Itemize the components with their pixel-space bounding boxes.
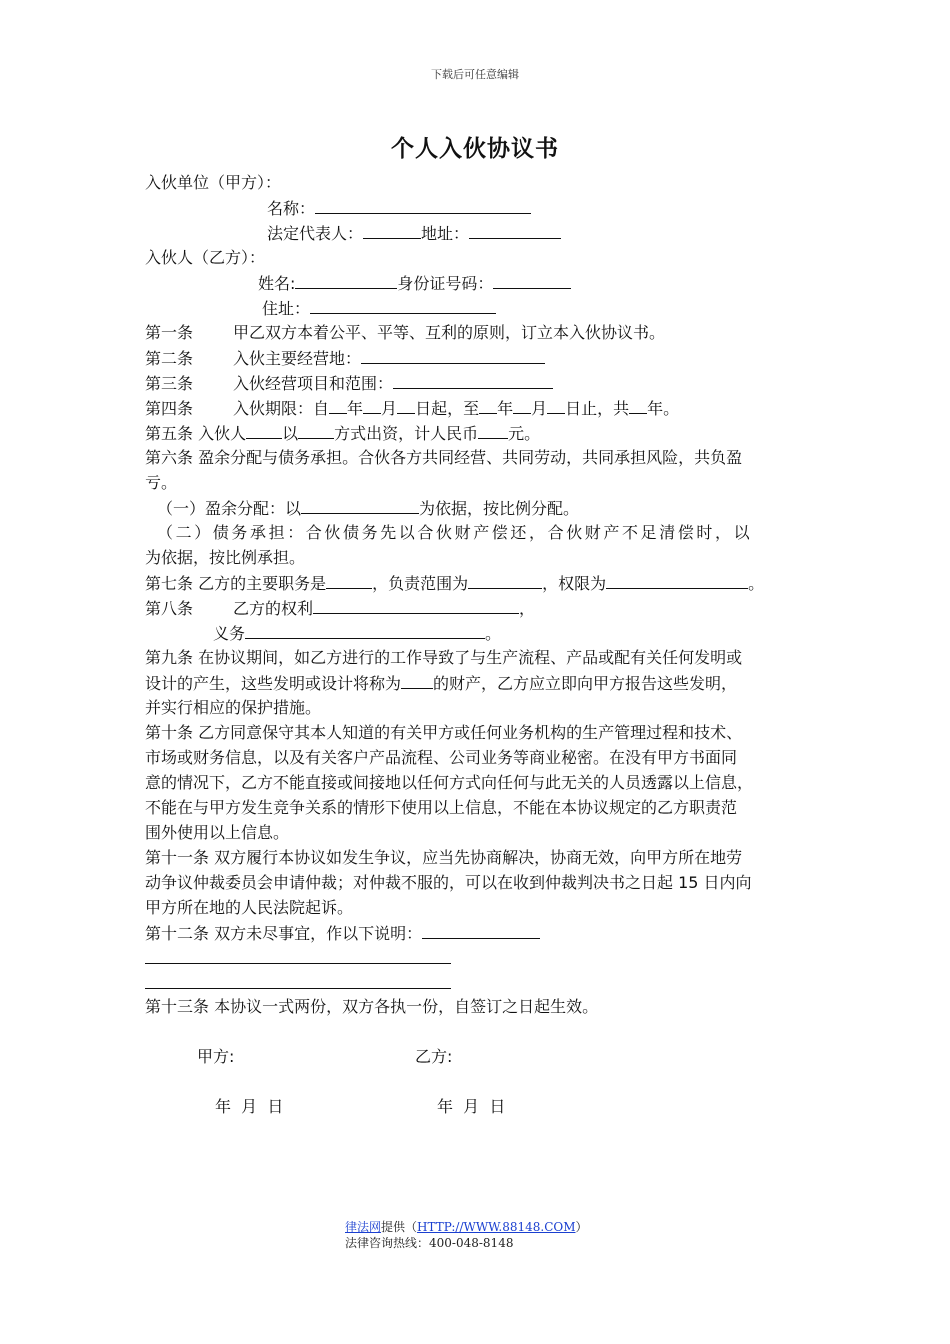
blank xyxy=(479,397,497,414)
blank xyxy=(361,347,545,364)
article-5 xyxy=(145,422,540,445)
article-7 xyxy=(145,572,764,595)
article-11-line-2: 动争议仲裁委员会申请仲裁；对仲裁不服的，可以在收到仲裁判决书之日起 15 日内向 xyxy=(145,873,752,892)
footer-text: ） xyxy=(575,1220,588,1234)
article-number: 第三条 xyxy=(145,374,194,393)
header-note: 下载后可任意编辑 xyxy=(431,68,519,81)
article-2 xyxy=(145,347,545,370)
blank xyxy=(246,422,282,439)
footer-provider xyxy=(345,1218,588,1235)
article-text: 入伙经营项目和范围： xyxy=(233,374,394,393)
blank xyxy=(401,672,433,689)
article-13: 第十三条 本协议一式两份，双方各执一份，自签订之日起生效。 xyxy=(145,997,599,1016)
article-12-blank-line-2 xyxy=(145,972,451,995)
article-6-line-2: 亏。 xyxy=(145,473,178,492)
article-text: 方式出资，计人民币 xyxy=(334,424,479,443)
footer-hotline: 法律咨询热线：400-048-8148 xyxy=(345,1236,514,1250)
article-text: 。 xyxy=(485,624,502,643)
article-text: 第五条 入伙人 xyxy=(145,424,247,443)
article-12 xyxy=(145,922,540,945)
article-text: 日起，至 xyxy=(415,399,480,418)
article-text: 甲乙双方本着公平、平等、互利的原则，订立本入伙协议书。 xyxy=(233,323,666,342)
blank xyxy=(363,222,421,239)
blank xyxy=(393,372,553,389)
article-text: 。 xyxy=(748,574,765,593)
article-number: 第一条 xyxy=(145,323,194,342)
article-text: ，负责范围为 xyxy=(372,574,469,593)
party-a-rep-label: 法定代表人： xyxy=(267,224,364,243)
article-text: 年 xyxy=(497,399,514,418)
article-text: 月 xyxy=(381,399,398,418)
article-6-line-1: 第六条 盈余分配与债务承担。合伙各方共同经营、共同劳动，共同承担风险，共负盈 xyxy=(145,448,743,467)
article-10-line-5: 围外使用以上信息。 xyxy=(145,823,290,842)
blank xyxy=(469,222,561,239)
blank xyxy=(145,947,451,964)
article-6-section-1 xyxy=(157,497,579,520)
article-number: 第四条 xyxy=(145,399,194,418)
party-a-addr-label: 地址： xyxy=(421,224,470,243)
article-3 xyxy=(145,372,553,395)
blank xyxy=(422,922,540,939)
party-a-rep-line xyxy=(267,222,561,245)
date-party-b: 年 月 日 xyxy=(437,1097,506,1116)
signature-party-a: 甲方: xyxy=(197,1047,235,1066)
article-text: 乙方的权利 xyxy=(233,599,314,618)
article-9-line-3: 并实行相应的保护措施。 xyxy=(145,698,322,717)
article-10-line-2: 市场或财务信息，以及有关客户产品流程、公司业务等商业秘密。在没有甲方书面同 xyxy=(145,748,738,767)
blank xyxy=(397,397,415,414)
article-4 xyxy=(145,397,679,420)
article-10-line-3: 意的情况下，乙方不能直接或间接地以任何方式向任何与此无关的人员透露以上信息， xyxy=(145,773,754,792)
article-8-line-2 xyxy=(213,622,501,645)
article-10-line-4: 不能在与甲方发生竞争关系的情形下使用以上信息，不能在本协议规定的乙方职责范 xyxy=(145,798,738,817)
article-text: 第十二条 双方未尽事宜，作以下说明： xyxy=(145,924,423,943)
article-11-line-1: 第十一条 双方履行本协议如发生争议，应当先协商解决，协商无效，向甲方所在地劳 xyxy=(145,848,743,867)
party-a-name-line xyxy=(267,197,531,220)
article-text: 入伙主要经营地： xyxy=(233,349,362,368)
article-text: ， xyxy=(519,599,536,618)
article-8-line-1 xyxy=(145,597,535,620)
article-text: 年。 xyxy=(647,399,680,418)
site-link[interactable]: 律法网 xyxy=(345,1220,382,1234)
article-text: 以 xyxy=(282,424,299,443)
article-text: 月 xyxy=(531,399,548,418)
article-text: 年 xyxy=(347,399,364,418)
party-a-heading: 入伙单位（甲方）： xyxy=(145,173,282,192)
article-text: 义务 xyxy=(213,624,246,643)
party-b-name-label: 姓名: xyxy=(258,274,296,293)
article-text: 入伙期限：自 xyxy=(233,399,330,418)
signature-party-b: 乙方: xyxy=(415,1047,453,1066)
blank xyxy=(363,397,381,414)
article-number: 第八条 xyxy=(145,599,194,618)
blank xyxy=(326,572,372,589)
party-b-addr-label: 住址： xyxy=(262,299,311,318)
document-title: 个人入伙协议书 xyxy=(391,136,559,162)
article-text: ，权限为 xyxy=(542,574,607,593)
blank xyxy=(547,397,565,414)
blank xyxy=(606,572,748,589)
party-b-heading: 入伙人（乙方）： xyxy=(145,248,266,267)
article-text: 第七条 乙方的主要职务是 xyxy=(145,574,327,593)
party-a-name-label: 名称： xyxy=(267,199,316,218)
article-number: 第二条 xyxy=(145,349,194,368)
party-b-id-label: 身份证号码： xyxy=(397,274,494,293)
blank xyxy=(315,197,531,214)
article-6-section-2-line-1: （二）债务承担：合伙债务先以合伙财产偿还，合伙财产不足清偿时，以 xyxy=(157,523,753,542)
blank xyxy=(513,397,531,414)
article-1 xyxy=(145,322,665,344)
party-b-name-line xyxy=(258,272,571,295)
blank xyxy=(478,422,508,439)
blank xyxy=(329,397,347,414)
blank xyxy=(468,572,542,589)
article-9-line-2 xyxy=(145,672,737,695)
article-text: 的财产，乙方应立即向甲方报告这些发明， xyxy=(433,674,738,693)
blank xyxy=(310,297,496,314)
date-party-a: 年 月 日 xyxy=(215,1097,284,1116)
article-text: 日止，共 xyxy=(565,399,630,418)
blank xyxy=(313,597,519,614)
article-text: 为依据，按比例分配。 xyxy=(419,499,580,518)
article-text: 元。 xyxy=(508,424,541,443)
article-text: 设计的产生，这些发明或设计将称为 xyxy=(145,674,402,693)
article-12-blank-line-1 xyxy=(145,947,451,970)
blank xyxy=(298,422,334,439)
url-link[interactable]: HTTP://WWW.88148.COM xyxy=(417,1220,576,1234)
blank xyxy=(295,272,397,289)
blank xyxy=(629,397,647,414)
blank xyxy=(301,497,419,514)
article-6-section-2-line-2: 为依据，按比例承担。 xyxy=(145,548,306,567)
article-9-line-1: 第九条 在协议期间，如乙方进行的工作导致了与生产流程、产品或配有关任何发明或 xyxy=(145,648,743,667)
party-b-addr-line xyxy=(262,297,496,320)
article-10-line-1: 第十条 乙方同意保守其本人知道的有关甲方或任何业务机构的生产管理过程和技术、 xyxy=(145,723,743,742)
blank xyxy=(245,622,485,639)
article-11-line-3: 甲方所在地的人民法院起诉。 xyxy=(145,898,354,917)
article-text: （一）盈余分配：以 xyxy=(157,499,302,518)
footer-text: 提供（ xyxy=(381,1220,418,1234)
blank xyxy=(493,272,571,289)
blank xyxy=(145,972,451,989)
